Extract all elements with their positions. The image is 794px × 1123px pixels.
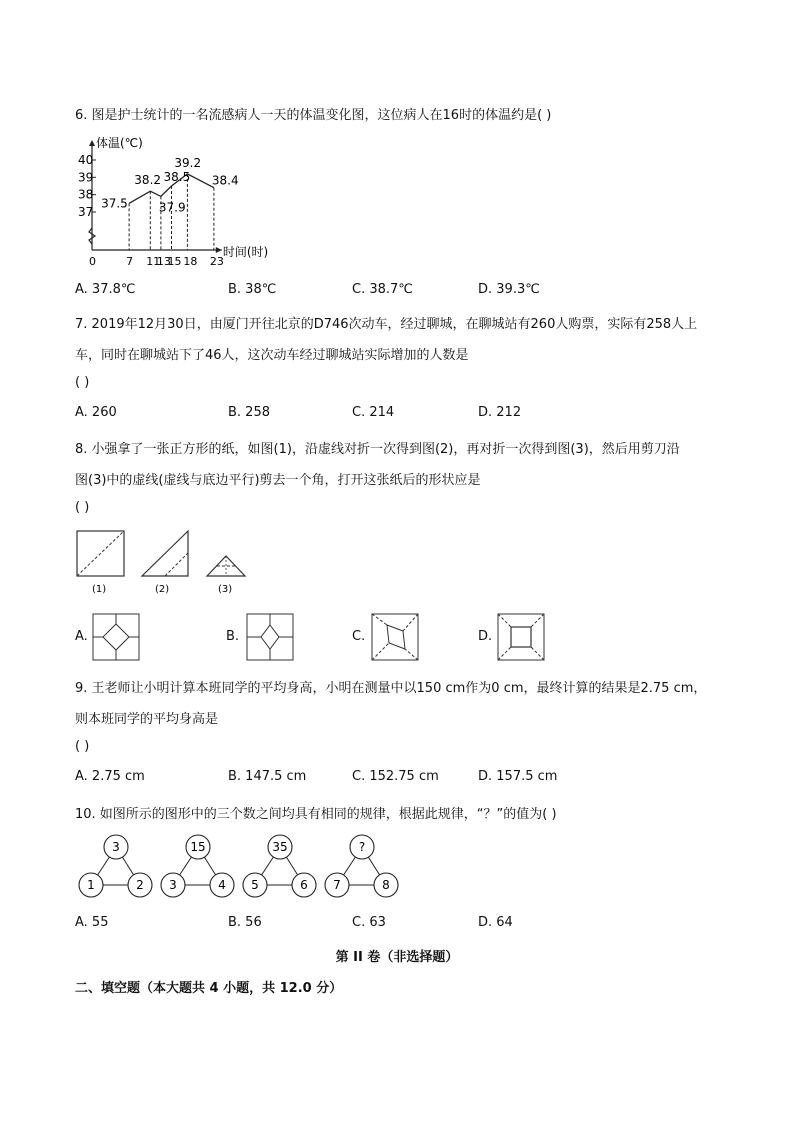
q10-option-b[interactable]: B. 56: [228, 915, 262, 930]
tri0-left-number: 1: [87, 878, 95, 892]
fig1-label: (1): [92, 584, 107, 595]
q9-option-c[interactable]: C. 152.75 cm: [352, 769, 439, 784]
q7-line2: 车，同时在聊城站下了46人，这次动车经过聊城站实际增加的人数是: [75, 348, 469, 363]
point-label-23: 38.4: [211, 173, 239, 188]
tri1-top-number: 15: [190, 840, 206, 854]
point-label-11: 38.2: [134, 173, 162, 188]
q8-option-b-figure[interactable]: [246, 613, 294, 661]
q6-option-a[interactable]: A. 37.8℃: [75, 282, 136, 297]
q7-answer-paren: ( ): [75, 375, 90, 390]
q9-answer-paren: ( ): [75, 739, 90, 754]
q8-option-a-letter[interactable]: A.: [75, 629, 88, 644]
section-2-title: 第 II 卷（非选择题）: [335, 950, 459, 965]
tri1-right-number: 4: [218, 878, 226, 892]
y-axis-arrow: [89, 140, 95, 146]
x-tick-label-11: 11: [146, 255, 161, 268]
q9-line2: 则本班同学的平均身高是: [75, 712, 219, 727]
x-tick-label-15: 15: [167, 255, 182, 268]
tri3-right-number: 8: [382, 878, 390, 892]
q10-option-a[interactable]: A. 55: [75, 915, 109, 930]
q9-option-d[interactable]: D. 157.5 cm: [478, 769, 558, 784]
y-tick-label-39: 39: [78, 170, 94, 185]
q6-text: 6. 图是护士统计的一名流感病人一天的体温变化图，这位病人在16时的体温约是( ): [75, 108, 552, 123]
fig1-square: [77, 531, 124, 576]
q10-option-c[interactable]: C. 63: [352, 915, 386, 930]
q6-temperature-chart: [70, 132, 330, 274]
x-tick-label-18: 18: [183, 255, 198, 268]
q9-line1: 9. 王老师让小明计算本班同学的平均身高，小明在测量中以150 cm作为0 cm，最终计算的结果是2.75 cm，: [75, 681, 707, 696]
y-tick-label-38: 38: [78, 187, 94, 202]
tri1-left-number: 3: [169, 878, 177, 892]
fig2-triangle: [142, 531, 188, 576]
tri2-top-number: 35: [272, 840, 288, 854]
q8-option-d-figure[interactable]: [497, 613, 545, 661]
q8-option-a-figure[interactable]: [92, 613, 140, 661]
q9-option-a[interactable]: A. 2.75 cm: [75, 769, 145, 784]
point-label-15: 38.5: [163, 170, 191, 184]
x-axis-arrow: [216, 247, 222, 253]
fig3-small-triangle: [207, 556, 245, 576]
q7-option-d[interactable]: D. 212: [478, 405, 522, 420]
q7-option-c[interactable]: C. 214: [352, 405, 395, 420]
tri2-right-number: 6: [300, 878, 308, 892]
y-axis-label: 体温(℃): [96, 136, 143, 150]
q8-option-c-letter[interactable]: C.: [352, 629, 366, 644]
q8-fold-figures: [70, 528, 270, 598]
x-tick-label-23: 23: [209, 255, 224, 268]
q8-line2: 图(3)中的虚线(虚线与底边平行)剪去一个角，打开这张纸后的形状应是: [75, 473, 481, 488]
q8-option-c-figure[interactable]: [371, 613, 419, 661]
q6-option-b[interactable]: B. 38℃: [228, 282, 277, 297]
q8-option-d-letter[interactable]: D.: [478, 629, 493, 644]
q10-text: 10. 如图所示的图形中的三个数之间均具有相同的规律，根据此规律，“？”的值为( ): [75, 807, 557, 822]
q6-option-c[interactable]: C. 38.7℃: [352, 282, 413, 297]
tri0-right-number: 2: [136, 878, 144, 892]
y-tick-label-37: 37: [78, 205, 94, 219]
fig3-label: (3): [218, 584, 233, 595]
x-tick-label-13: 13: [156, 255, 171, 268]
q6-option-d[interactable]: D. 39.3℃: [478, 282, 540, 297]
point-label-18: 39.2: [174, 155, 202, 170]
tri3-top-number: ?: [358, 840, 366, 854]
fig2-label: (2): [155, 584, 170, 595]
q7-option-b[interactable]: B. 258: [228, 405, 270, 420]
q9-option-b[interactable]: B. 147.5 cm: [228, 769, 307, 784]
x-tick-label-0: 0: [89, 255, 96, 268]
tri2-left-number: 5: [251, 878, 259, 892]
q10-option-d[interactable]: D. 64: [478, 915, 513, 930]
x-axis-label: 时间(时): [222, 245, 269, 259]
q10-number-triangles: [75, 832, 405, 904]
tri3-left-number: 7: [333, 878, 341, 892]
q8-answer-paren: ( ): [75, 500, 90, 515]
x-tick-label-7: 7: [126, 255, 134, 268]
section-2-heading: 二、填空题（本大题共 4 小题，共 12.0 分）: [75, 981, 343, 996]
point-label-7: 37.5: [101, 196, 128, 211]
tri0-top-number: 3: [112, 840, 120, 854]
q8-option-b-letter[interactable]: B.: [226, 629, 240, 644]
q8-line1: 8. 小强拿了一张正方形的纸，如图(1)，沿虚线对折一次得到图(2)，再对折一次得到图(3)，然后用剪刀沿: [75, 442, 680, 457]
q7-option-a[interactable]: A. 260: [75, 405, 117, 420]
point-label-13: 37.9: [158, 200, 186, 215]
y-tick-label-40: 40: [78, 153, 94, 167]
q7-line1: 7. 2019年12月30日，由厦门开往北京的D746次动车，经过聊城，在聊城站有260人购票，实际有258人上: [75, 317, 698, 332]
